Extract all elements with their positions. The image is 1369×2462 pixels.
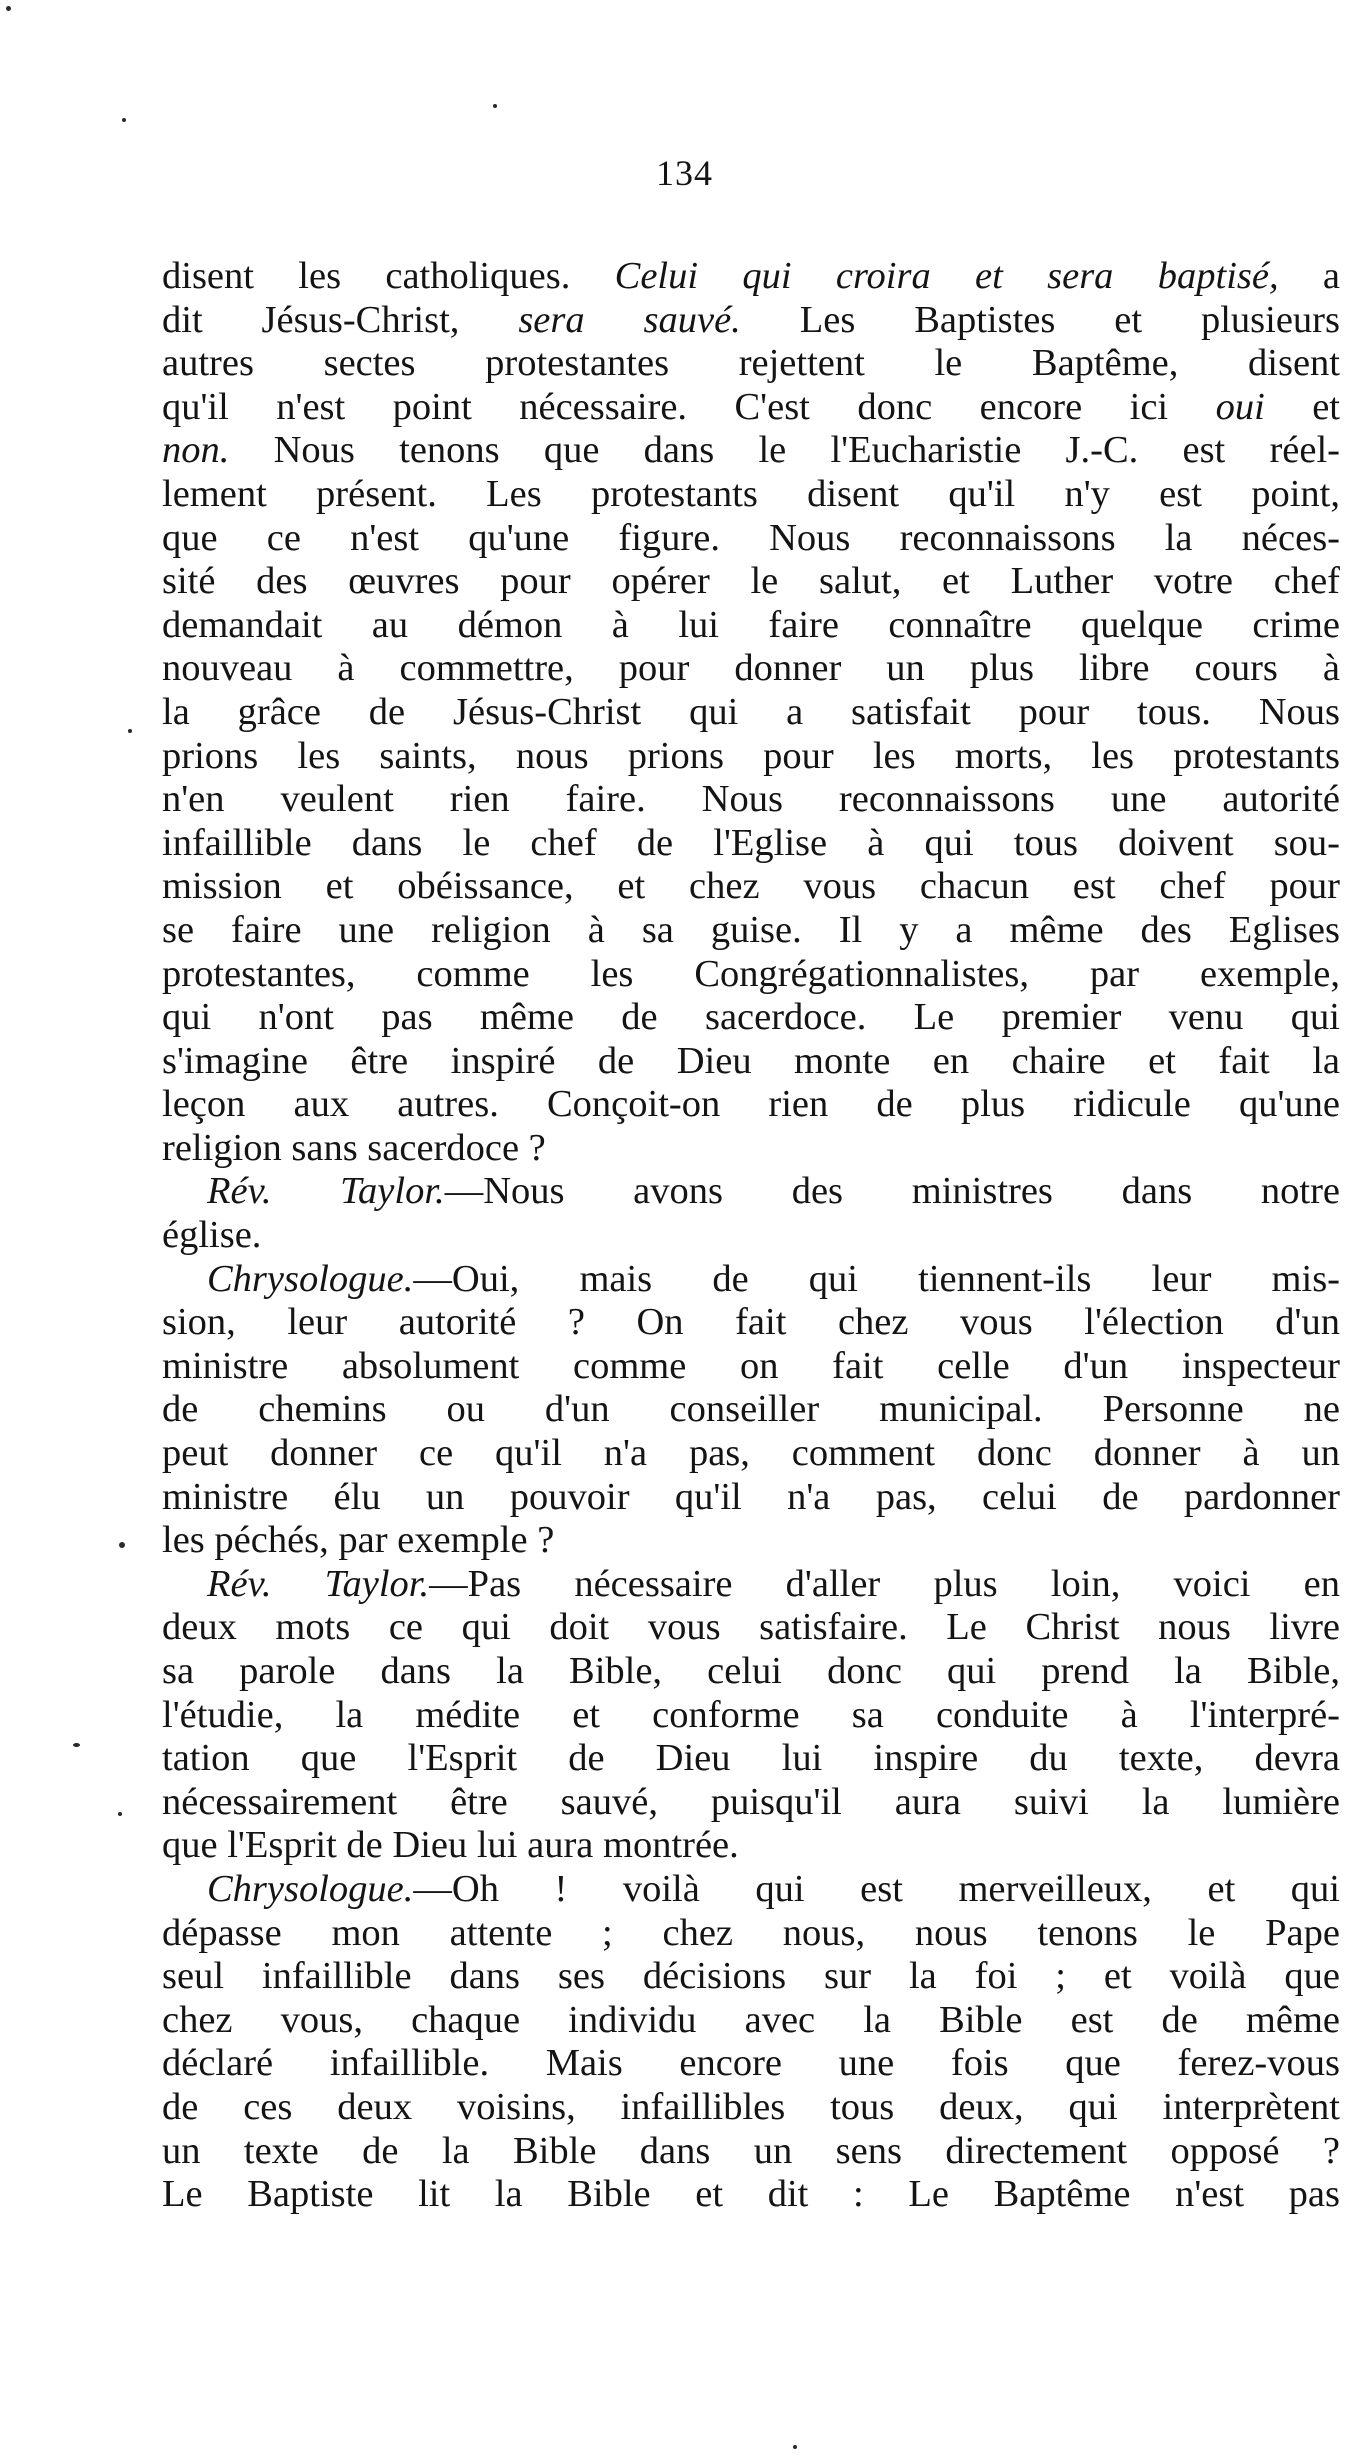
text-line — [162, 1824, 1340, 1868]
italic-text: oui — [1215, 385, 1265, 428]
text-line — [162, 2173, 1340, 2217]
text-run: n'en veulent rien faire. Nous reconnaissons une autorité — [162, 778, 1340, 821]
print-speck — [118, 1812, 122, 1816]
text-line — [162, 865, 1340, 909]
text-line — [162, 953, 1340, 997]
text-run: sité des œuvres pour opérer le salut, et Luther votre chef — [162, 560, 1340, 603]
text-run: les péchés, par exemple ? — [162, 1519, 555, 1562]
text-run: que l'Esprit de Dieu lui aura montrée. — [162, 1824, 739, 1867]
text-line — [162, 822, 1340, 866]
text-run: infaillible dans le chef de l'Eglise à qui tous doivent sou- — [162, 821, 1340, 864]
body-text — [162, 255, 1340, 2217]
text-line — [162, 1040, 1340, 1084]
text-line — [162, 2042, 1340, 2086]
text-line — [162, 1432, 1340, 1476]
print-speck — [793, 2445, 797, 2449]
text-line — [162, 909, 1340, 953]
text-run: ministre élu un pouvoir qu'il n'a pas, celui de pardonner — [162, 1475, 1340, 1518]
print-speck — [122, 118, 126, 122]
text-run: dépasse mon attente ; chez nous, nous tenons le Pape — [162, 1911, 1340, 1954]
text-run: se faire une religion à sa guise. Il y a même des Eglises — [162, 908, 1340, 951]
text-run: lement présent. Les protestants disent qu'il n'y est point, — [162, 472, 1340, 515]
text-line — [162, 255, 1340, 299]
text-line — [162, 1476, 1340, 1520]
italic-text: Chrysologue. — [207, 1257, 414, 1300]
text-line — [162, 1170, 1340, 1214]
text-line — [162, 1127, 1340, 1171]
text-run: prions les saints, nous prions pour les morts, les protestants — [162, 734, 1340, 777]
text-line — [162, 1650, 1340, 1694]
text-line — [162, 1999, 1340, 2043]
italic-text: Chrysologue. — [207, 1867, 414, 1910]
text-line — [162, 1388, 1340, 1432]
text-line — [162, 1868, 1340, 1912]
text-run: Le Baptiste lit la Bible et dit : Le Baptême n'est pas — [162, 2173, 1340, 2216]
text-line — [162, 1258, 1340, 1302]
text-line — [162, 1606, 1340, 1650]
print-speck — [119, 1542, 125, 1548]
text-run: —Oui, mais de qui tiennent-ils leur mis- — [413, 1257, 1340, 1300]
text-run: deux mots ce qui doit vous satisfaire. Le Christ nous livre — [162, 1606, 1340, 1649]
italic-text: Rév. Taylor. — [207, 1170, 445, 1213]
text-run: seul infaillible dans ses décisions sur la foi ; et voilà que — [162, 1955, 1340, 1998]
text-line — [162, 1912, 1340, 1956]
text-line — [162, 1083, 1340, 1127]
text-run: —Nous avons des ministres dans notre — [444, 1170, 1341, 1213]
text-line — [162, 299, 1340, 343]
text-line — [162, 604, 1340, 648]
text-run: leçon aux autres. Conçoit-on rien de plus ridicule qu'une — [162, 1083, 1340, 1126]
print-speck — [128, 729, 132, 733]
text-line — [162, 778, 1340, 822]
text-run: disent les catholiques. — [162, 255, 615, 297]
text-run: de ces deux voisins, infaillibles tous deux, qui interprètent — [162, 2085, 1340, 2128]
italic-text: non. — [162, 429, 230, 472]
text-line — [162, 429, 1340, 473]
text-run: protestantes, comme les Congrégationnalistes, par exemple, — [162, 952, 1340, 995]
text-line — [162, 647, 1340, 691]
text-run: déclaré infaillible. Mais encore une fois que ferez-vous — [162, 2042, 1340, 2085]
text-line — [162, 735, 1340, 779]
text-run: nouveau à commettre, pour donner un plus libre cours à — [162, 647, 1340, 690]
text-run: chez vous, chaque individu avec la Bible est de même — [162, 1998, 1340, 2041]
text-run: que ce n'est qu'une figure. Nous reconnaissons la néces- — [162, 516, 1340, 559]
text-line — [162, 1563, 1340, 1607]
text-run: mission et obéissance, et chez vous chacun est chef pour — [162, 865, 1340, 908]
italic-text: sera sauvé. — [518, 298, 741, 341]
text-run: qui n'ont pas même de sacerdoce. Le premier venu qui — [162, 996, 1340, 1039]
text-line — [162, 342, 1340, 386]
text-run: et — [1264, 385, 1340, 428]
text-run: s'imagine être inspiré de Dieu monte en chaire et fait la — [162, 1039, 1340, 1082]
text-run: dit Jésus-Christ, — [162, 298, 519, 341]
print-speck — [493, 104, 497, 108]
text-run: l'étudie, la médite et conforme sa conduite à l'interpré- — [162, 1693, 1340, 1736]
print-speck — [6, 6, 11, 11]
text-run: religion sans sacerdoce ? — [162, 1126, 546, 1169]
text-run: sion, leur autorité ? On fait chez vous l'élection d'un — [162, 1301, 1340, 1344]
text-run: peut donner ce qu'il n'a pas, comment donc donner à un — [162, 1432, 1340, 1475]
text-line — [162, 473, 1340, 517]
text-run: tation que l'Esprit de Dieu lui inspire du texte, devra — [162, 1737, 1340, 1780]
page-number: 134 — [656, 153, 713, 193]
italic-text: Celui qui croira et sera baptisé, — [614, 255, 1279, 297]
text-line — [162, 1955, 1340, 1999]
text-run: —Oh ! voilà qui est merveilleux, et qui — [413, 1867, 1340, 1910]
text-run: de chemins ou d'un conseiller municipal. Personne ne — [162, 1388, 1340, 1431]
text-line — [162, 1737, 1340, 1781]
text-line — [162, 1694, 1340, 1738]
text-run: autres sectes protestantes rejettent le Baptême, disent — [162, 342, 1340, 385]
text-line — [162, 517, 1340, 561]
text-run: sa parole dans la Bible, celui donc qui prend la Bible, — [162, 1650, 1340, 1692]
text-line — [162, 1519, 1340, 1563]
text-run: un texte de la Bible dans un sens directement opposé ? — [162, 2129, 1340, 2172]
text-run: demandait au démon à lui faire connaître quelque crime — [162, 603, 1340, 646]
text-line — [162, 1214, 1340, 1258]
italic-text: Rév. Taylor. — [207, 1562, 430, 1605]
text-line — [162, 1301, 1340, 1345]
text-line — [162, 691, 1340, 735]
text-line — [162, 560, 1340, 604]
text-run: ministre absolument comme on fait celle d'un inspecteur — [162, 1344, 1340, 1387]
text-run: la grâce de Jésus-Christ qui a satisfait pour tous. Nous — [162, 690, 1340, 733]
text-run: —Pas nécessaire d'aller plus loin, voici en — [429, 1562, 1341, 1605]
text-run: église. — [162, 1214, 262, 1257]
text-line — [162, 2086, 1340, 2130]
text-line — [162, 386, 1340, 430]
text-run: Les Baptistes et plusieurs — [740, 298, 1340, 341]
text-run: qu'il n'est point nécessaire. C'est donc encore ici — [162, 385, 1216, 428]
text-run: Nous tenons que dans le l'Eucharistie J.-C. est réel- — [229, 429, 1340, 472]
text-line — [162, 2130, 1340, 2174]
text-line — [162, 996, 1340, 1040]
text-line — [162, 1781, 1340, 1825]
text-run: nécessairement être sauvé, puisqu'il aura suivi la lumière — [162, 1780, 1340, 1823]
text-run: a — [1278, 255, 1340, 297]
text-line — [162, 1345, 1340, 1389]
print-speck — [73, 1743, 80, 1747]
